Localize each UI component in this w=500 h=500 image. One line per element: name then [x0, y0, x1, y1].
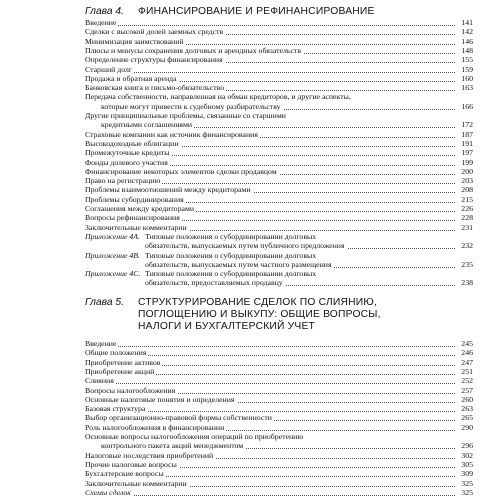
toc-entry-page: 231 [461, 222, 473, 232]
toc-entry-page: 246 [461, 348, 473, 358]
toc-entry-page: 172 [461, 120, 473, 130]
toc-entry-title: Старший долг [85, 64, 133, 74]
toc-entry-title: Банковская книга и письмо-обязательство [85, 83, 225, 93]
toc-entry-title: Минимизация заимствований [85, 36, 184, 46]
toc-entry-title: Страховые компании как источник финансирования [85, 129, 258, 139]
toc-entry-page: 187 [461, 129, 473, 139]
toc-entry-page: 235 [461, 259, 473, 269]
toc-entry-page: 166 [461, 101, 473, 111]
appendix-label: Приложение 4А. [85, 231, 141, 241]
toc-entry-page: 245 [461, 339, 473, 348]
appendix-label: Приложение 4В. [85, 250, 141, 260]
toc-entry-page: 200 [461, 166, 473, 176]
toc-entry-page: 208 [461, 185, 473, 195]
toc-entry-title: Вопросы налогообложения [85, 385, 176, 395]
toc-entry-title: Введение [85, 339, 117, 348]
toc-entry-page: 251 [461, 366, 473, 376]
chapter-number: Глава 4. [85, 6, 125, 17]
toc-entry-page: 142 [461, 27, 473, 37]
toc-entry-title: Приобретение акций [85, 366, 155, 376]
toc-entry-title: Основные налоговые понятия и определения [85, 394, 235, 404]
toc-entry-title: Налоговые последствия приобретений [85, 450, 214, 460]
toc-entry-title: Бухгалтерские вопросы [85, 469, 164, 479]
toc-entry-page: 191 [461, 138, 473, 148]
toc-entry-page: 247 [461, 357, 473, 367]
toc-entry-title: Введение [85, 18, 117, 27]
toc-entry-title: Приобретение активов [85, 357, 161, 367]
toc-entry-title: Высокодоходные облигации [85, 138, 179, 148]
toc-entry-page: 260 [461, 394, 473, 404]
toc-entry-title: Заключительные комментарии [85, 478, 187, 488]
toc-entry-title: Выбор организационно-правовой формы собственности [85, 413, 272, 423]
appendix-label: Приложение 4С. [85, 269, 141, 279]
toc-entry-title: Типовые положения о субординировании долговых [145, 250, 317, 260]
toc-entry-title: Типовые положения о субординировании долговых [145, 269, 317, 279]
chapter-title: ФИНАНСИРОВАНИЕ И РЕФИНАНСИРОВАНИЕ [138, 6, 375, 17]
toc-entry-title: Другие принципиальные проблемы, связанные со старшими [85, 111, 286, 120]
toc-entry-title: Определение структуры финансирования [85, 55, 223, 65]
toc-entry-title: обязательств, предоставляемых продавцу [145, 278, 283, 288]
toc-entry-title: Сделки с высокой долей заемных средств [85, 27, 224, 37]
toc-entry-title: Финансирование некоторых элементов сделки продавцом [85, 166, 277, 176]
toc-entry-page: 325 [461, 487, 473, 497]
toc-entry-title: Роль налогообложения в финансировании [85, 422, 225, 432]
toc-entry-page: 252 [461, 376, 473, 386]
toc-entry-page: 309 [461, 469, 473, 479]
toc-entry-title: обязательств, выпускаемых путем частного размещения [145, 259, 332, 269]
toc-entry-page: 325 [461, 478, 473, 488]
toc-entry-page: 257 [461, 385, 473, 395]
chapter-number: Глава 5. [85, 297, 125, 308]
toc-entry-title: Плюсы и минусы сохранения долговых и арендных обязательств [85, 45, 302, 55]
toc-entry-title: обязательств, выпускаемых путем публичного предложения [145, 241, 345, 251]
toc-entry-page: 305 [461, 459, 473, 469]
toc-entry-title: кредитными соглашениями [101, 120, 193, 130]
toc-entry-title: Типовые положения о субординировании долговых [145, 231, 317, 241]
toc-entry-title: Схемы сделок [85, 487, 131, 497]
toc-entry-page: 215 [461, 194, 473, 204]
toc-entry-page: 155 [461, 55, 473, 65]
toc-entry-page: 302 [461, 450, 473, 460]
toc-entry-page: 263 [461, 404, 473, 414]
toc-entry-title: Базовая структура [85, 404, 146, 414]
toc-entry-page: 232 [461, 241, 473, 251]
toc-entry-title: Право на регистрацию [85, 176, 161, 186]
toc-entry-page: 199 [461, 157, 473, 167]
toc-entry-page: 148 [461, 45, 473, 55]
toc-entry-page: 265 [461, 413, 473, 423]
toc-entry-title: Промежуточные кредиты [85, 148, 170, 158]
toc-entry-page: 160 [461, 73, 473, 83]
toc-entry-page: 197 [461, 148, 473, 158]
toc-entry-title: Проблемы субординирования [85, 194, 184, 204]
toc-entry-title: контрольного пакета акций менеджментом [101, 441, 244, 451]
toc-entry-page: 146 [461, 36, 473, 46]
toc-entry-page: 159 [461, 64, 473, 74]
toc-entry-title: Заключительные комментарии [85, 222, 187, 232]
toc-entry-title: Фонды долевого участия [85, 157, 168, 167]
toc-entry-title: Продажа и обратная аренда [85, 73, 177, 83]
toc-entry-title: Общие положения [85, 348, 147, 358]
toc-entry-page: 226 [461, 204, 473, 213]
toc-entry-page: 290 [461, 422, 473, 432]
chapter-title: СТРУКТУРИРОВАНИЕ СДЕЛОК ПО СЛИЯНИЮ, ПОГЛОЩЕНИЮ И ВЫКУПУ: ОБЩИЕ ВОПРОСЫ, НАЛОГИ И БУХГАЛТЕРСКИЙ УЧЕТ [138, 297, 381, 332]
toc-entry-page: 141 [461, 18, 473, 27]
toc-entry-page: 238 [461, 278, 473, 288]
toc-entry-title: Основные вопросы налогообложения операций по приобретению [85, 432, 304, 441]
toc-entry-page: 228 [461, 213, 473, 223]
toc-entry-page: 296 [461, 441, 473, 451]
toc-entry-title: которые могут привести к судебному разбирательству [101, 101, 281, 111]
toc-entry-title: Соглашения между кредиторами [85, 204, 195, 213]
toc-entry-title: Вопросы рефинансирования [85, 213, 180, 223]
toc-entry-title: Проблемы взаимоотношений между кредиторами [85, 185, 251, 195]
toc-entry-title: Передача собственности, направленная на обман кредиторов, и другие аспекты, [85, 92, 351, 102]
toc-entry-page: 163 [461, 83, 473, 93]
toc-entry-title: Прочие налоговые вопросы [85, 459, 177, 469]
toc-entry-page: 203 [461, 176, 473, 186]
toc-entry-title: Слияния [85, 376, 114, 386]
